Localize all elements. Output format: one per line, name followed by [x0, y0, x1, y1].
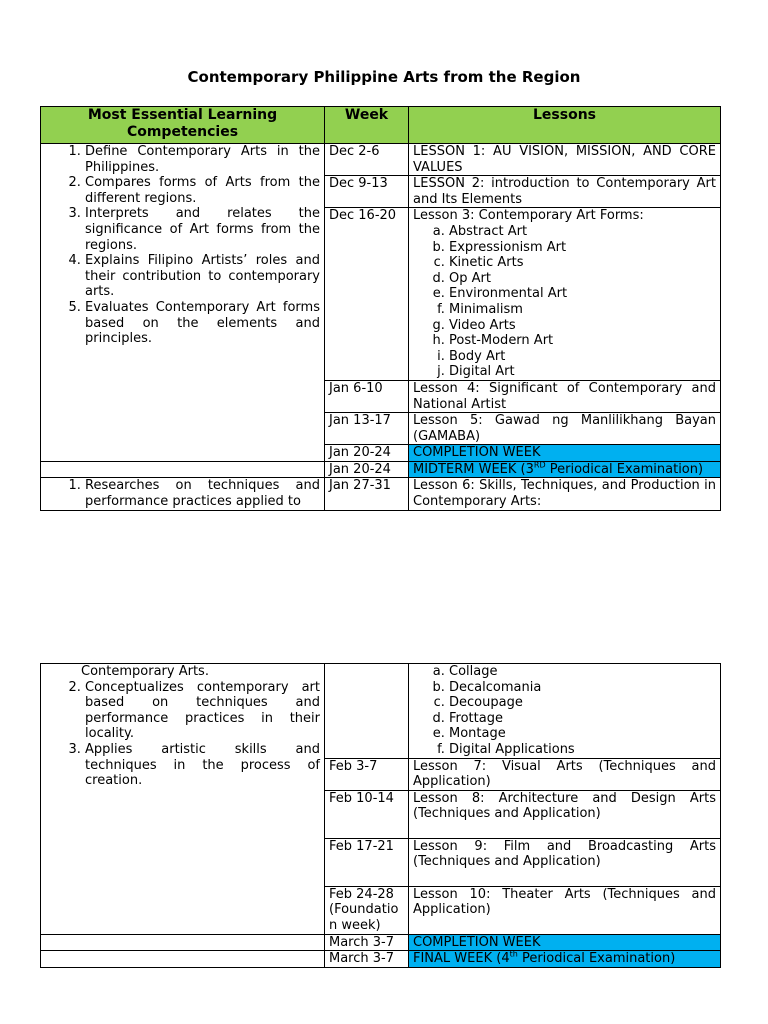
final-superscript: th — [509, 949, 518, 959]
list-item: b. Expressionism Art — [449, 240, 716, 256]
lesson-cell: Lesson 10: Theater Arts (Techniques and Application) — [409, 886, 721, 934]
list-item: 2. Conceptualizes contemporary art based on techniques and performance practices in their locality. — [85, 680, 320, 742]
week-cell: Jan 20-24 — [325, 461, 409, 478]
lesson-title: Lesson 3: Contemporary Art Forms: — [413, 208, 644, 224]
header-lessons: Lessons — [409, 107, 721, 144]
final-row — [41, 951, 721, 968]
week-cell: Jan 20-24 — [325, 445, 409, 462]
lesson-cell: Lesson 4: Significant of Contemporary and National Artist — [409, 380, 721, 412]
week-cell: Feb 24-28 (Foundation week) — [325, 886, 409, 934]
lesson-cell: LESSON 1: AU VISION, MISSION, AND CORE VALUES — [409, 144, 721, 176]
week-cell: March 3-7 — [325, 951, 409, 968]
list-item: i. Body Art — [449, 349, 716, 365]
list-item: b. Decalcomania — [449, 680, 716, 696]
competencies-list — [45, 144, 320, 347]
competencies-list-part2 — [45, 478, 320, 509]
table-row — [41, 478, 721, 510]
week-cell: Dec 2-6 — [325, 144, 409, 176]
competency-table-2 — [40, 663, 721, 968]
table-row — [41, 664, 721, 759]
lesson-cell: Lesson 8: Architecture and Design Arts (Techniques and Application) — [409, 790, 721, 838]
week-cell — [325, 664, 409, 759]
list-item: f. Minimalism — [449, 302, 716, 318]
document-title: Contemporary Philippine Arts from the Region — [187, 68, 581, 86]
list-item: f. Digital Applications — [449, 742, 716, 758]
week-cell: Jan 27-31 — [325, 478, 409, 510]
list-item: a. Abstract Art — [449, 224, 716, 240]
lesson-cell: Lesson 9: Film and Broadcasting Arts (Techniques and Application) — [409, 838, 721, 886]
lesson-cell: Lesson 6: Skills, Techniques, and Production in Contemporary Arts: — [409, 478, 721, 510]
week-cell: Feb 10-14 — [325, 790, 409, 838]
week-cell: Jan 6-10 — [325, 380, 409, 412]
empty-cell — [41, 934, 325, 951]
midterm-text: MIDTERM WEEK (3 — [413, 461, 534, 477]
list-item: 1. Researches on techniques and performance practices applied to — [85, 478, 320, 509]
lesson-cell: LESSON 2: introduction to Contemporary Art and Its Elements — [409, 176, 721, 208]
list-item: g. Video Arts — [449, 318, 716, 334]
list-item: h. Post-Modern Art — [449, 333, 716, 349]
competencies-cell — [41, 664, 325, 935]
list-item: d. Frottage — [449, 711, 716, 727]
lesson-cell: Lesson 5: Gawad ng Manlilikhang Bayan (GAMABA) — [409, 413, 721, 445]
table-row — [41, 934, 721, 951]
list-item: 2. Compares forms of Arts from the different regions. — [85, 175, 320, 206]
week-cell: Feb 3-7 — [325, 758, 409, 790]
list-item: 1. Define Contemporary Arts in the Philippines. — [85, 144, 320, 175]
week-cell: March 3-7 — [325, 934, 409, 951]
competency-continued: Contemporary Arts. — [81, 664, 209, 679]
week-cell: Jan 13-17 — [325, 413, 409, 445]
header-week: Week — [325, 107, 409, 144]
midterm-text-end: Periodical Examination) — [545, 461, 704, 477]
completion-week-cell: COMPLETION WEEK — [409, 445, 721, 462]
lesson-cell: Lesson 7: Visual Arts (Techniques and Application) — [409, 758, 721, 790]
art-forms-list — [413, 224, 716, 380]
empty-cell — [41, 951, 325, 968]
list-item: e. Environmental Art — [449, 286, 716, 302]
list-item: 3. Interprets and relates the significance of Art forms from the regions. — [85, 206, 320, 253]
competencies-cell — [41, 144, 325, 462]
midterm-superscript: RD — [533, 460, 546, 470]
competencies-list — [45, 680, 320, 789]
lesson-cell — [409, 664, 721, 759]
week-cell: Feb 17-21 — [325, 838, 409, 886]
completion-week-cell: COMPLETION WEEK — [409, 934, 721, 951]
week-cell: Dec 16-20 — [325, 208, 409, 381]
midterm-week-cell — [409, 461, 721, 478]
midterm-row — [41, 461, 721, 478]
competency-table-1 — [40, 106, 721, 511]
lesson-cell — [409, 208, 721, 381]
list-item: 3. Applies artistic skills and techniques in the process of creation. — [85, 742, 320, 789]
empty-cell — [41, 461, 325, 478]
list-item: c. Kinetic Arts — [449, 255, 716, 271]
final-text-end: Periodical Examination) — [517, 951, 676, 967]
final-week-cell — [409, 951, 721, 968]
list-item: j. Digital Art — [449, 364, 716, 380]
competencies-cell — [41, 478, 325, 510]
final-text: FINAL WEEK (4 — [413, 951, 510, 967]
list-item: d. Op Art — [449, 271, 716, 287]
table-header-row — [41, 107, 721, 144]
list-item: e. Montage — [449, 726, 716, 742]
list-item: 5. Evaluates Contemporary Art forms based on the elements and principles. — [85, 300, 320, 347]
techniques-list — [413, 664, 716, 758]
header-competencies: Most Essential Learning Competencies — [41, 107, 325, 144]
list-item: 4. Explains Filipino Artists’ roles and their contribution to contemporary arts. — [85, 253, 320, 300]
table-row — [41, 144, 721, 176]
list-item: c. Decoupage — [449, 695, 716, 711]
list-item: a. Collage — [449, 664, 716, 680]
week-cell: Dec 9-13 — [325, 176, 409, 208]
